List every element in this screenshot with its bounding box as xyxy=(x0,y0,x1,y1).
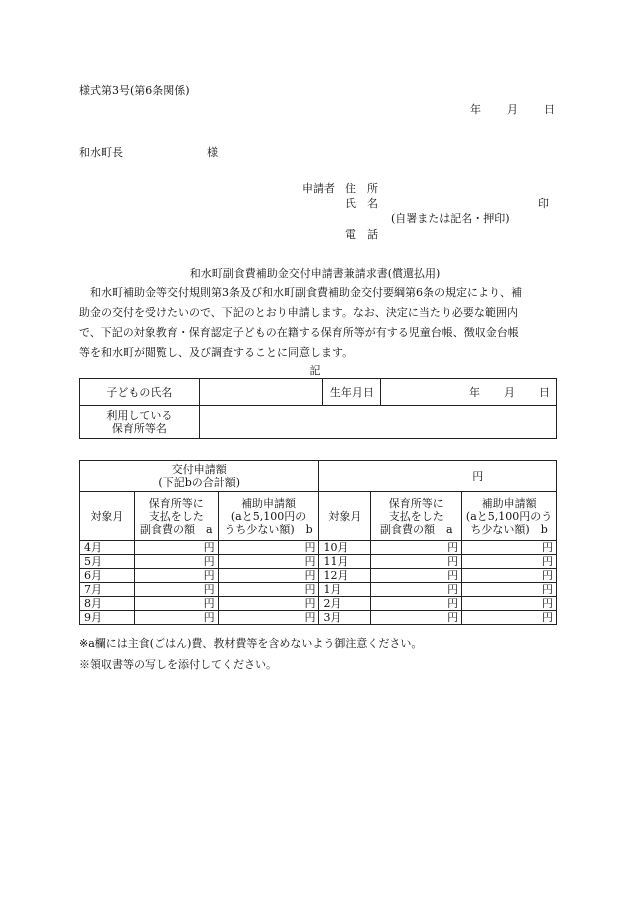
applicant-label: 申請者 xyxy=(302,182,335,195)
amount-field[interactable]: 円 xyxy=(218,541,319,555)
signature-note: (自署または記名・押印) xyxy=(391,212,510,225)
header-line: (aと5,100円の xyxy=(230,509,307,523)
month-label: 3月 xyxy=(319,611,371,625)
amount-table xyxy=(79,460,557,625)
body-line: で、下記の対象教育・保育認定子どもの在籍する保育所等が有する児童台帳、徴収金台帳 xyxy=(79,326,519,339)
child-name-field[interactable] xyxy=(199,379,323,406)
amount-field[interactable]: 円 xyxy=(134,597,218,611)
month-label: 2月 xyxy=(319,597,371,611)
submission-date xyxy=(470,101,555,117)
child-name-label: 子どもの氏名 xyxy=(80,379,200,406)
header-line: (aと5,100円のう xyxy=(465,509,553,523)
amount-field[interactable]: 円 xyxy=(218,611,319,625)
amount-field[interactable]: 円 xyxy=(371,611,462,625)
birthdate-label: 生年月日 xyxy=(323,379,381,406)
header-line: 支払をした xyxy=(148,509,204,523)
date-day-label: 日 xyxy=(544,103,555,116)
total-label-line: (下記bの合計額) xyxy=(158,476,241,489)
body-line: 等を和水町が閲覧し、及び調査することに同意します。 xyxy=(79,346,354,359)
header-line: 副食費の額 a xyxy=(379,522,453,536)
month-label: 10月 xyxy=(319,541,371,555)
month-label: 11月 xyxy=(319,555,371,569)
body-line: 助金の交付を受けたいので、下記のとおり申請します。なお、決定に当たり必要な範囲内 xyxy=(79,306,518,319)
addressee-honorific: 様 xyxy=(207,146,218,159)
amount-field[interactable]: 円 xyxy=(462,541,557,555)
table-row xyxy=(80,583,557,597)
body-line: 和水町補助金等交付規則第3条及び和水町副食費補助金交付要綱第6条の規定により、補 xyxy=(79,286,522,299)
month-header-left: 対象月 xyxy=(80,492,135,541)
header-line: 保育所等に xyxy=(388,496,444,510)
month-label: 1月 xyxy=(319,583,371,597)
table-row xyxy=(80,597,557,611)
header-line: 支払をした xyxy=(388,509,444,523)
facility-field[interactable] xyxy=(199,406,556,439)
paid-header-left xyxy=(134,492,218,541)
amount-field[interactable]: 円 xyxy=(218,569,319,583)
form-number: 様式第3号(第6条関係) xyxy=(79,84,190,97)
amount-field[interactable]: 円 xyxy=(134,555,218,569)
amount-field[interactable]: 円 xyxy=(462,583,557,597)
amount-field[interactable]: 円 xyxy=(134,569,218,583)
header-line: 保育所等に xyxy=(148,496,204,510)
amount-field[interactable]: 円 xyxy=(462,597,557,611)
date-month-label: 月 xyxy=(507,103,518,116)
note-line: ※領収書等の写しを添付してください。 xyxy=(79,658,277,671)
month-header-right: 対象月 xyxy=(319,492,371,541)
table-row xyxy=(80,555,557,569)
amount-field[interactable]: 円 xyxy=(371,541,462,555)
birth-day-label: 日 xyxy=(539,385,550,399)
amount-field[interactable]: 円 xyxy=(371,569,462,583)
amount-field[interactable]: 円 xyxy=(134,583,218,597)
header-line: ち少ない額) b xyxy=(470,522,548,536)
total-yen-unit: 円 xyxy=(472,469,484,483)
addressee-name: 和水町長 xyxy=(79,146,123,159)
facility-label xyxy=(80,406,200,439)
amount-field[interactable]: 円 xyxy=(218,597,319,611)
birth-year-label: 年 xyxy=(469,385,480,399)
month-label: 8月 xyxy=(80,597,135,611)
birth-month-label: 月 xyxy=(504,385,515,399)
amount-field[interactable]: 円 xyxy=(134,541,218,555)
table-row xyxy=(80,541,557,555)
amount-field[interactable]: 円 xyxy=(462,555,557,569)
phone-label: 電 話 xyxy=(345,228,378,241)
month-label: 9月 xyxy=(80,611,135,625)
subsidy-header-right xyxy=(462,492,557,541)
date-year-label: 年 xyxy=(470,103,481,116)
birthdate-field[interactable] xyxy=(381,379,557,406)
facility-label-line: 保育所等名 xyxy=(111,422,167,435)
total-amount-label xyxy=(80,461,319,492)
header-line: うち少ない額) b xyxy=(224,522,313,536)
amount-field[interactable]: 円 xyxy=(462,569,557,583)
ki-marker: 記 xyxy=(309,364,321,377)
table-row xyxy=(80,611,557,625)
name-label: 氏 名 xyxy=(345,197,378,210)
month-label: 5月 xyxy=(80,555,135,569)
seal-mark: 印 xyxy=(538,197,549,210)
total-label-line: 交付申請額 xyxy=(171,463,227,476)
amount-field[interactable]: 円 xyxy=(371,555,462,569)
header-line: 補助申請額 xyxy=(481,496,537,510)
amount-field[interactable]: 円 xyxy=(218,583,319,597)
facility-label-line: 利用している xyxy=(106,409,173,422)
header-line: 副食費の額 a xyxy=(139,522,213,536)
child-info-table xyxy=(79,378,557,439)
month-label: 12月 xyxy=(319,569,371,583)
month-label: 7月 xyxy=(80,583,135,597)
address-label: 住 所 xyxy=(345,182,378,195)
paid-header-right xyxy=(371,492,462,541)
amount-field[interactable]: 円 xyxy=(371,597,462,611)
amount-field[interactable]: 円 xyxy=(371,583,462,597)
table-row xyxy=(80,569,557,583)
total-amount-field[interactable] xyxy=(319,461,557,492)
month-label: 6月 xyxy=(80,569,135,583)
amount-field[interactable]: 円 xyxy=(218,555,319,569)
month-label: 4月 xyxy=(80,541,135,555)
document-body xyxy=(79,283,557,363)
amount-field[interactable]: 円 xyxy=(134,611,218,625)
subsidy-header-left xyxy=(218,492,319,541)
amount-field[interactable]: 円 xyxy=(462,611,557,625)
header-line: 補助申請額 xyxy=(241,496,297,510)
note-line: ※a欄には主食(ごはん)費、教材費等を含めないよう御注意ください。 xyxy=(79,637,423,650)
document-title: 和水町副食費補助金交付申請書兼請求書(償還払用) xyxy=(189,267,441,280)
